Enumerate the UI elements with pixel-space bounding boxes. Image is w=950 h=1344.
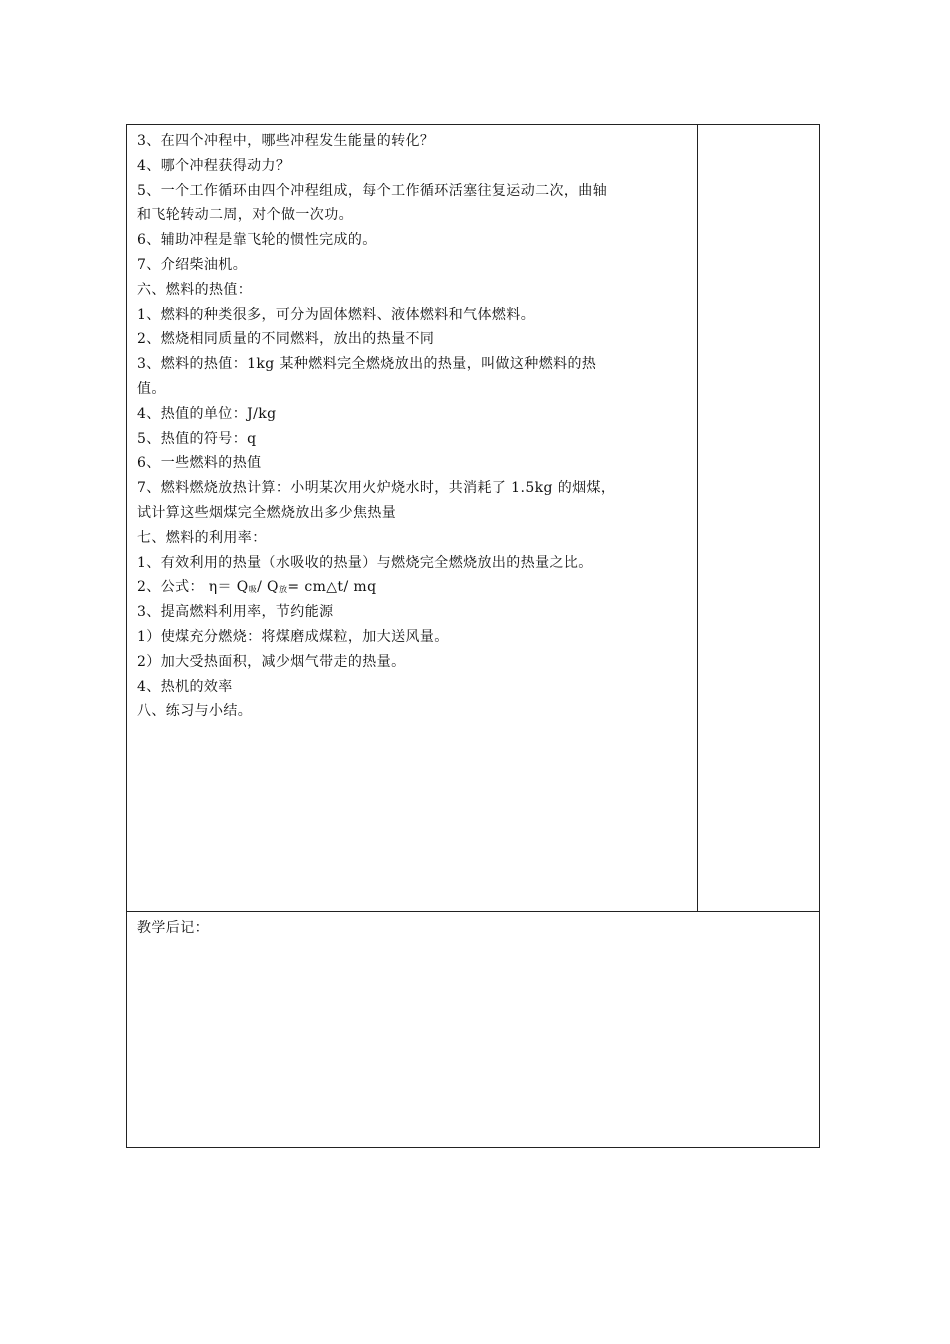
teaching-notes-cell bbox=[127, 911, 819, 1147]
teaching-notes-label: 教学后记： bbox=[137, 920, 209, 936]
content-line: 1）使煤充分燃烧：将煤磨成煤粒，加大送风量。 bbox=[137, 628, 449, 645]
formula-line bbox=[137, 575, 689, 600]
content-line: 5、一个工作循环由四个冲程组成，每个工作循环活塞往复运动二次，曲轴 bbox=[137, 182, 608, 199]
content-line: 1、燃料的种类很多，可分为固体燃料、液体燃料和气体燃料。 bbox=[137, 306, 536, 323]
formula-sub-release: 放 bbox=[278, 585, 288, 595]
formula-prefix: 2、公式： η＝ Q bbox=[137, 579, 249, 596]
content-line: 八、练习与小结。 bbox=[137, 703, 253, 720]
content-line: 七、燃料的利用率： bbox=[137, 529, 267, 546]
lesson-content-cell bbox=[127, 125, 698, 911]
content-line: 3、在四个冲程中，哪些冲程发生能量的转化？ bbox=[137, 133, 435, 149]
content-line: 7、燃料燃烧放热计算：小明某次用火炉烧水时，共消耗了 1.5kg 的烟煤， bbox=[137, 480, 616, 497]
content-lines bbox=[137, 129, 689, 575]
content-line: 5、热值的符号：q bbox=[137, 430, 257, 447]
content-line: 六、燃料的热值： bbox=[137, 281, 253, 298]
side-notes-cell bbox=[698, 125, 819, 911]
content-line: 4、热机的效率 bbox=[137, 678, 233, 695]
content-line: 2、燃烧相同质量的不同燃料，放出的热量不同 bbox=[137, 331, 435, 348]
content-line: 1、有效利用的热量（水吸收的热量）与燃烧完全燃烧放出的热量之比。 bbox=[137, 554, 593, 571]
content-line: 6、辅助冲程是靠飞轮的惯性完成的。 bbox=[137, 232, 377, 249]
content-line: 3、提高燃料利用率，节约能源 bbox=[137, 604, 334, 621]
lesson-table bbox=[126, 124, 820, 1148]
formula-sub-absorb: 吸 bbox=[248, 585, 258, 595]
content-lines-after bbox=[137, 600, 689, 724]
formula-suffix: = cm△t/ mq bbox=[287, 579, 377, 596]
content-line: 和飞轮转动二周，对个做一次功。 bbox=[137, 207, 353, 224]
content-line: 7、介绍柴油机。 bbox=[137, 256, 248, 273]
content-line: 2）加大受热面积，减少烟气带走的热量。 bbox=[137, 653, 406, 670]
formula-mid: / Q bbox=[257, 579, 279, 596]
content-line: 值。 bbox=[137, 380, 166, 397]
content-line: 6、一些燃料的热值 bbox=[137, 455, 262, 472]
content-line: 试计算这些烟煤完全燃烧放出多少焦热量 bbox=[137, 504, 397, 521]
content-line: 4、哪个冲程获得动力？ bbox=[137, 157, 291, 174]
content-line: 4、热值的单位：J/kg bbox=[137, 405, 277, 422]
content-line: 3、燃料的热值：1kg 某种燃料完全燃烧放出的热量，叫做这种燃料的热 bbox=[137, 356, 597, 373]
